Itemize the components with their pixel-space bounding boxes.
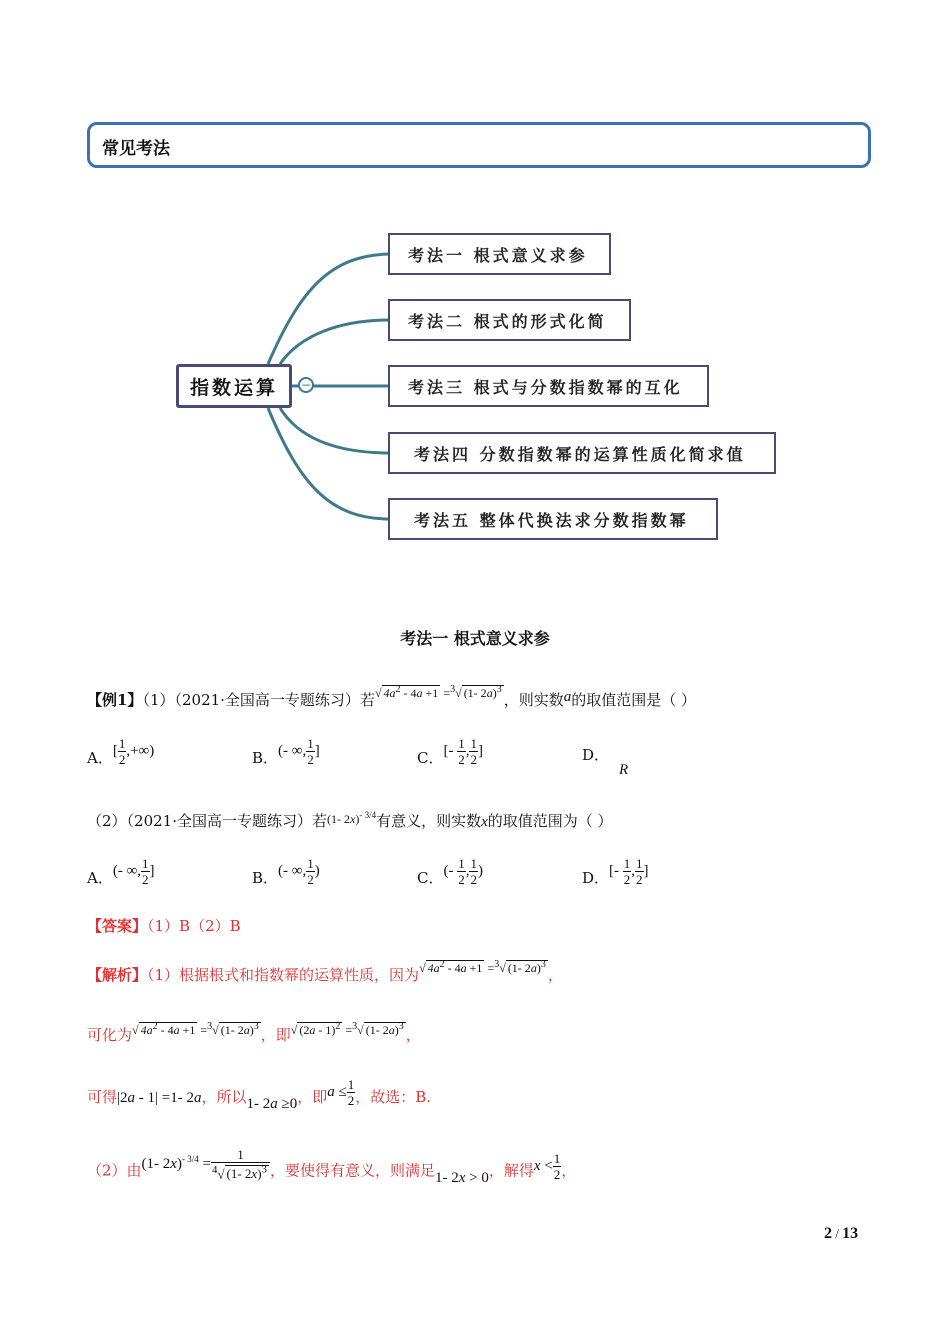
analysis-line-2 [87,1023,421,1046]
option1-c[interactable] [417,736,483,775]
analysis-line-3 [87,1077,432,1114]
comma: ， [561,1161,577,1180]
mindmap-root: 指数运算 [176,364,292,408]
option-math: [- $\frac{1}{2}$ , $\frac{1}{2}$ ] [443,736,483,767]
answer-line [87,916,241,936]
option-label: A． [87,748,113,767]
option-math: [ $\frac{1}{2}$ ,+∞) [112,736,155,767]
option-label: C． [417,868,444,887]
example1-question2 [87,808,613,832]
formula-radical-eq: √ 4a2 - 4a +1 =3√ (1- 2a)3 [132,1021,259,1037]
connector-5 [268,408,390,519]
connector-4 [280,408,390,453]
analysis-text-4c: ，解得 [488,1161,534,1180]
connector-2 [280,320,390,364]
analysis-text-2a: 可化为 [87,1026,133,1044]
answer-text: （1）B（2）B [147,917,241,935]
option2-b[interactable] [252,856,320,895]
question1-prefix: （1）（2021·全国高一专题练习）若 [142,691,375,709]
analysis-text-3c: ，即 [297,1087,328,1106]
option-math: [- $\frac{1}{2}$ , $\frac{1}{2}$ ] [609,856,649,887]
mindmap-branch-1: 考法一 根式意义求参 [388,233,611,275]
collapse-icon[interactable]: − [298,377,314,393]
comma: ， [405,1026,421,1044]
formula-radical-eq: √ 4a2 - 4a +1 =3√ (1- 2a)3 [374,684,502,700]
example-label: 【例1】 [87,691,143,709]
formula-condition: 1- 2x > 0 [434,1169,489,1186]
analysis-text-3a: 可得 [87,1087,118,1106]
analysis-text-2b: ，即 [260,1026,291,1044]
option1-a[interactable] [87,736,155,775]
mindmap-branch-5: 考法五 整体代换法求分数指数幂 [388,498,718,540]
option-math: (- ∞, $\frac{1}{2}$ ] [278,736,320,767]
option-label: D． [582,746,610,764]
option1-b[interactable] [252,736,320,775]
formula-abs: |2a - 1| =1- 2a [117,1089,202,1106]
connector-1 [268,254,390,364]
answer-label: 【答案】 [87,917,148,935]
analysis-line-4 [87,1147,577,1189]
option-label: D． [582,868,610,887]
analysis-text-4a: （2）由 [87,1161,142,1180]
option-label: C． [417,748,444,767]
page-separator: / [832,1226,843,1241]
method-title: 考法一 根式意义求参 [400,629,550,648]
question2-suffix: 有意义，则实数 [376,812,482,830]
option2-d[interactable] [582,856,649,895]
analysis-line-1 [87,959,563,986]
page-number [824,1225,858,1243]
formula-ineq: 1- 2a ≥0 [246,1095,298,1112]
mindmap-branch-4: 考法四 分数指数幂的运算性质化简求值 [388,432,776,474]
comma: ， [547,966,563,984]
option1-d[interactable] [582,744,629,778]
analysis-text-4b: ，要使得有意义，则满足 [269,1161,435,1180]
variable-a: a [563,689,572,705]
analysis-text-3b: ，所以 [201,1087,247,1106]
analysis-label: 【解析】 [87,966,148,984]
mindmap-branch-2: 考法二 根式的形式化简 [388,299,631,341]
option-label: A． [87,868,113,887]
formula-result: a ≤ $\frac{1}{2}$ [327,1077,355,1108]
option-math: (- $\frac{1}{2}$ , $\frac{1}{2}$ ) [443,856,483,887]
option-label: B． [252,748,279,767]
formula-power: (1- 2x)- 3/4 [327,810,377,826]
page-current: 2 [824,1225,832,1242]
formula-radical-eq-2: √ (2a - 1)2 =3√ (1- 2a)3 [290,1021,404,1037]
option-label: B． [252,868,279,887]
question2-prefix: （2）（2021·全国高一专题练习）若 [87,812,327,830]
question1-end: 的取值范围是（ ） [571,691,696,709]
analysis-text-1: （1）根据根式和指数幂的运算性质，因为 [147,966,420,984]
option2-c[interactable] [417,856,483,895]
variable-x: x [481,814,488,830]
analysis-text-3d: ，故选：B. [355,1087,432,1106]
option2-a[interactable] [87,856,155,895]
section-header-title: 常见考法 [102,139,170,159]
formula-radical-eq: √ 4a2 - 4a +1 =3√ (1- 2a)3 [419,959,546,975]
example1-question1 [87,684,696,711]
question1-suffix: ，则实数 [503,691,564,709]
option-math: (- ∞, $\frac{1}{2}$ ] [112,856,155,887]
option-math: (- ∞, $\frac{1}{2}$ ) [278,856,320,887]
formula-solution: x < $\frac{1}{2}$ [533,1150,561,1182]
page-total: 13 [842,1225,859,1242]
formula-power-frac: (1- 2x)$^{- 3/4}$ = $\frac{1}{^4√ (1- 2x)^3}$ [142,1156,270,1172]
mindmap-branch-3: 考法三 根式与分数指数幂的互化 [388,365,709,407]
question2-end: 的取值范围为（ ） [487,812,613,830]
option-math: R [619,762,629,778]
